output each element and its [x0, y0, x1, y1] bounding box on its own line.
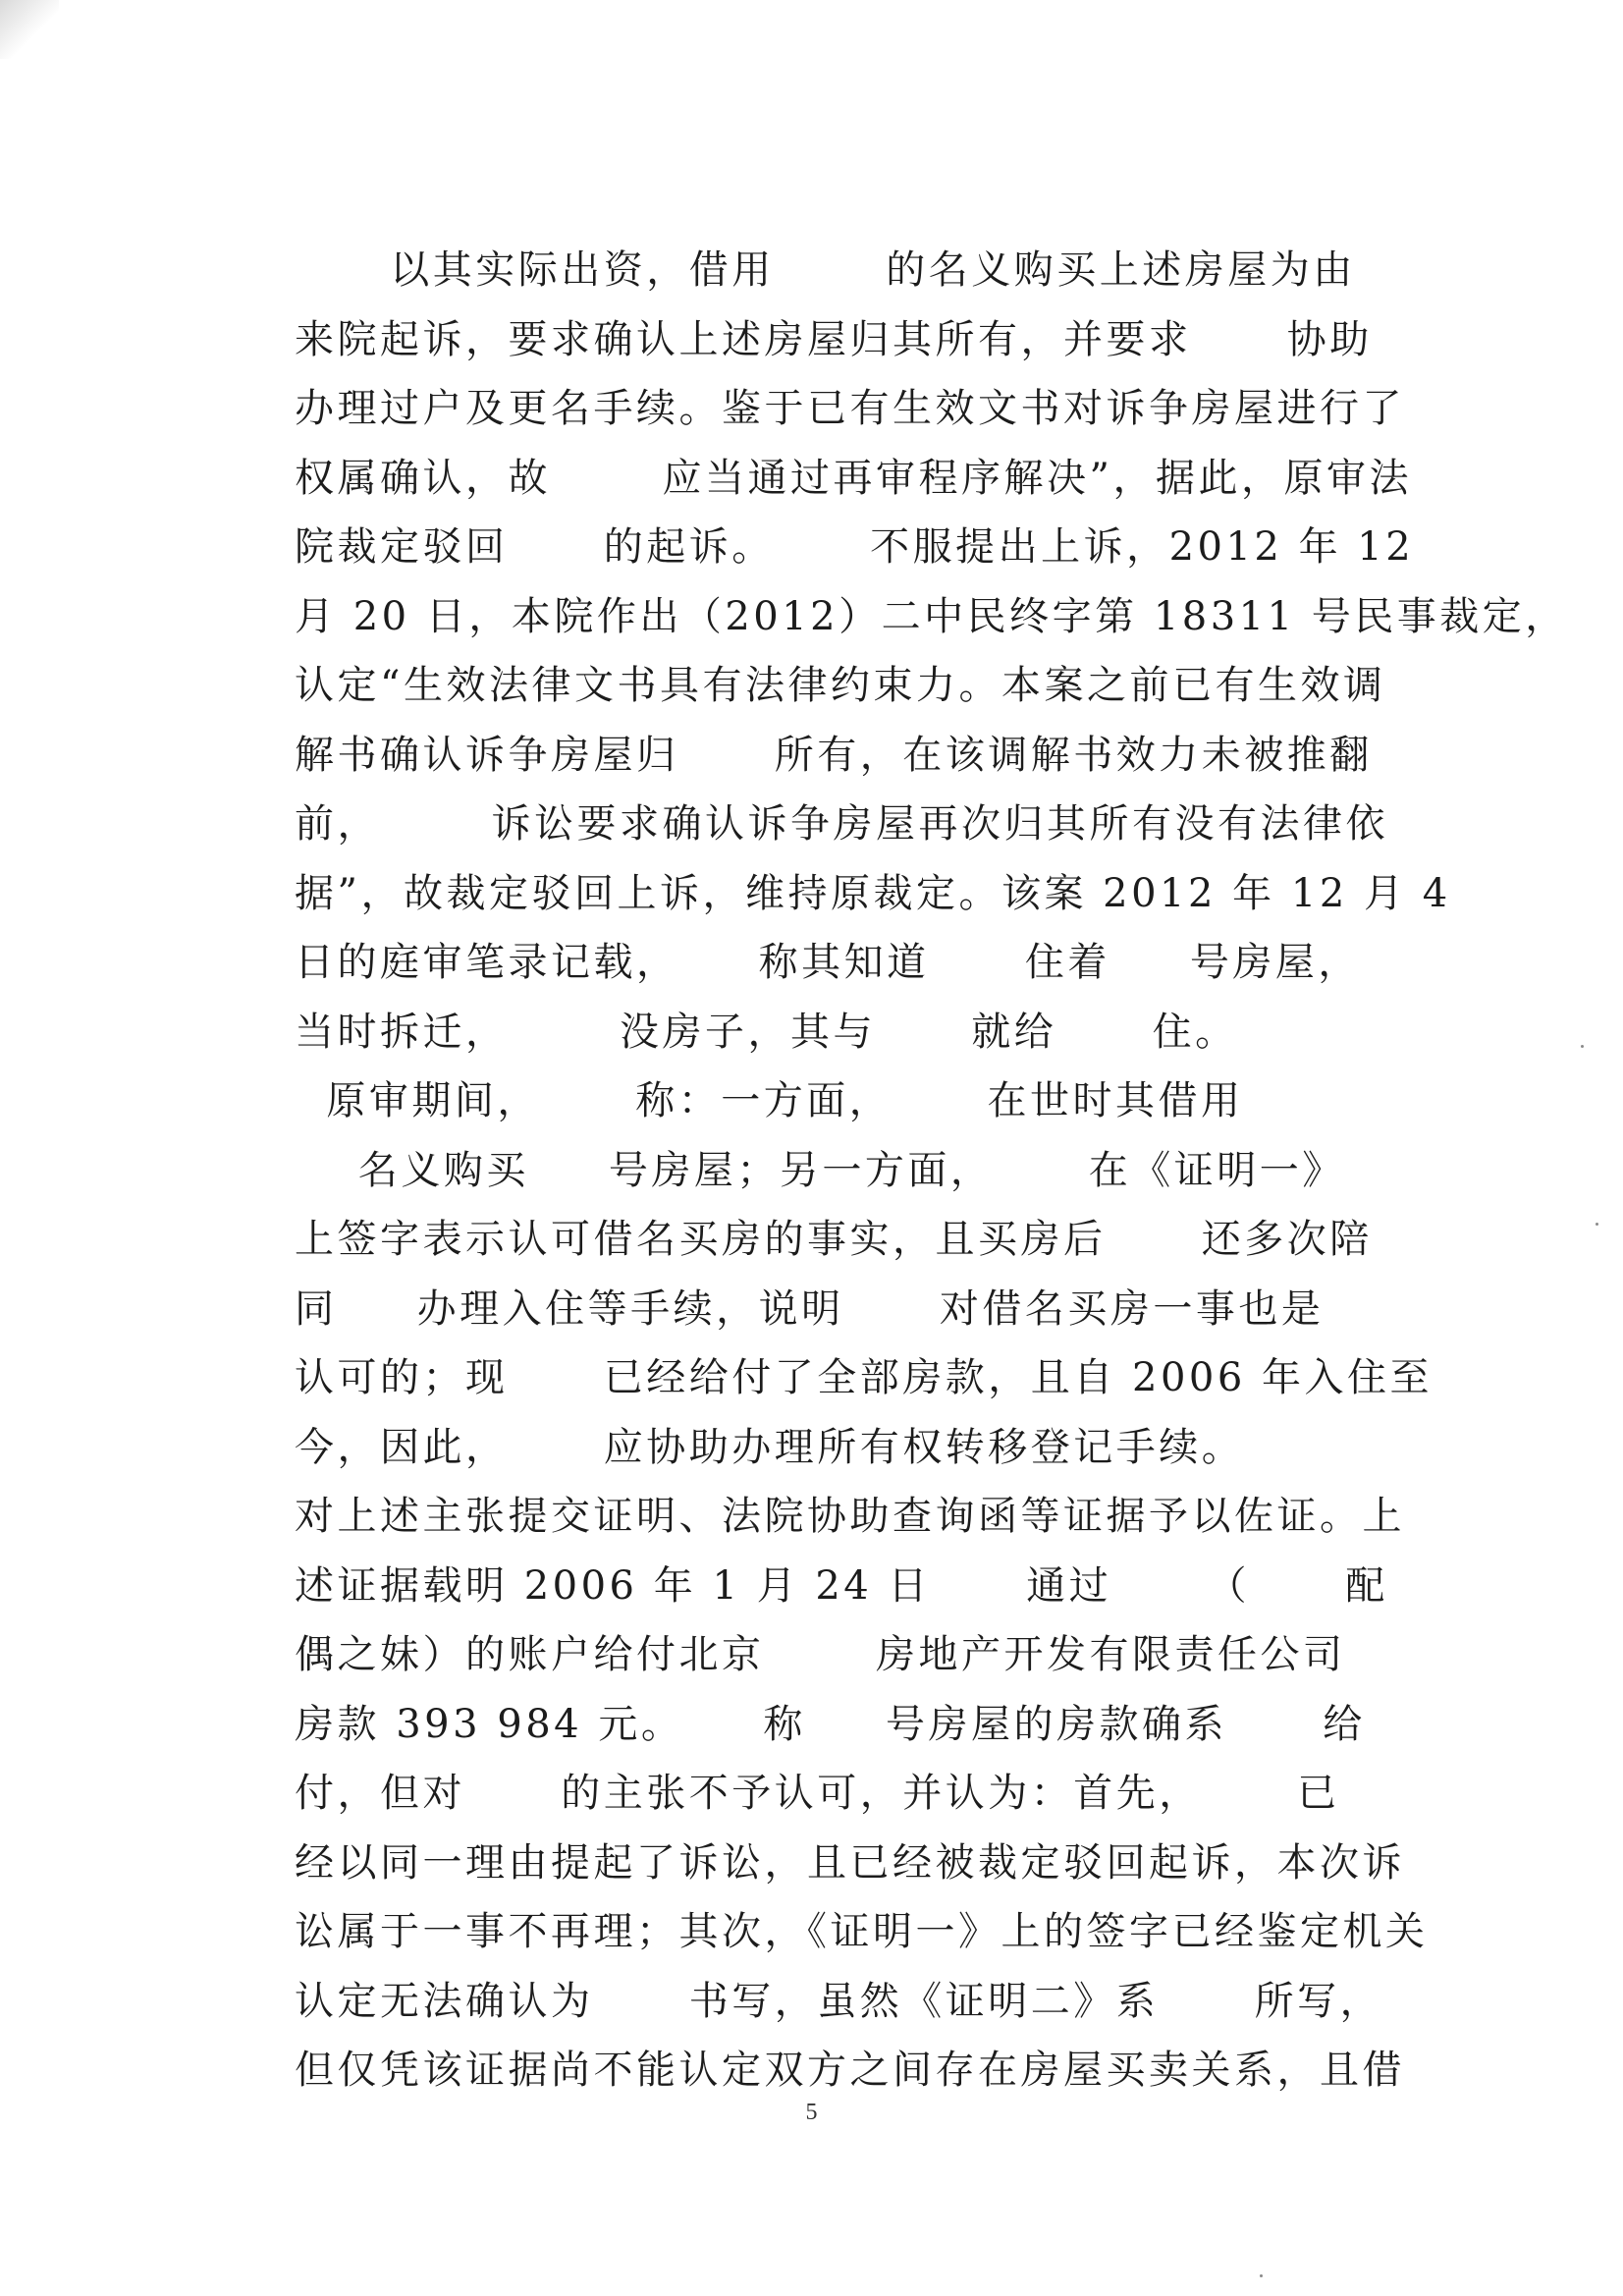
text-line: 今，因此， 应协助办理所有权转移登记手续。 — [295, 1424, 1245, 1470]
body-text — [295, 236, 1568, 2105]
text-line: 讼属于一事不再理；其次，《证明一》上的签字已经鉴定机关 — [295, 1909, 1429, 1954]
text-line: 认定“生效法律文书具有法律约束力。本案之前已有生效调 — [295, 663, 1386, 708]
scan-speck — [1596, 1223, 1598, 1226]
text-line: 房款 393 984 元。 称 号房屋的房款确系 给 — [295, 1701, 1366, 1747]
text-line: 但仅凭该证据尚不能认定双方之间存在房屋买卖关系，且借 — [295, 2048, 1405, 2093]
text-line: 解书确认诉争房屋归 所有，在该调解书效力未被推翻 — [295, 732, 1373, 778]
text-line: 日的庭审笔录记载， 称其知道 住着 号房屋， — [295, 940, 1361, 985]
text-line: 认定无法确认为 书写，虽然《证明二》系 所写， — [295, 1978, 1383, 2024]
text-line: 据”，故裁定驳回上诉，维持原裁定。该案 2012 年 12 月 4 — [295, 870, 1451, 916]
text-line: 同 办理入住等手续，说明 对借名买房一事也是 — [295, 1285, 1325, 1332]
text-line: 当时拆迁， 没房子，其与 就给 住。 — [295, 1009, 1238, 1055]
text-line: 原审期间， 称：一方面， 在世时其借用 — [295, 1078, 1244, 1123]
text-line: 偶之妹）的账户给付北京 房地产开发有限责任公司 — [295, 1632, 1346, 1677]
page-number: 5 — [805, 2100, 818, 2125]
text-line: 办理过户及更名手续。鉴于已有生效文书对诉争房屋进行了 — [295, 386, 1405, 431]
text-line: 前， 诉讼要求确认诉争房屋再次归其所有没有法律依 — [295, 801, 1389, 847]
text-line: 权属确认，故 应当通过再审程序解决”，据此，原审法 — [295, 455, 1412, 501]
text-line: 经以同一理由提起了诉讼，且已经被裁定驳回起诉，本次诉 — [295, 1839, 1405, 1886]
text-line: 院裁定驳回 的起诉。 不服提出上诉，2012 年 12 — [295, 524, 1415, 570]
text-line: 以其实际出资，借用 的名义购买上述房屋为由 — [295, 247, 1356, 293]
scan-speck — [1581, 1045, 1584, 1048]
text-line: 上签字表示认可借名买房的事实，且买房后 还多次陪 — [295, 1217, 1373, 1262]
text-line: 对上述主张提交证明、法院协助查询函等证据予以佐证。上 — [295, 1494, 1405, 1539]
scan-corner-shadow — [0, 0, 59, 59]
scan-speck — [1260, 2274, 1263, 2277]
text-line: 述证据载明 2006 年 1 月 24 日 通过 （ 配 — [295, 1562, 1388, 1609]
text-line: 认可的；现 已经给付了全部房款，且自 2006 年入住至 — [295, 1355, 1434, 1400]
text-line: 名义购买 号房屋；另一方面， 在《证明一》 — [295, 1147, 1345, 1193]
text-line: 来院起诉，要求确认上述房屋归其所有，并要求 协助 — [295, 316, 1373, 362]
text-line: 付，但对 的主张不予认可，并认为：首先， 已 — [295, 1771, 1340, 1816]
text-line: 月 20 日，本院作出（2012）二中民终字第 18311 号民事裁定， — [295, 593, 1568, 639]
